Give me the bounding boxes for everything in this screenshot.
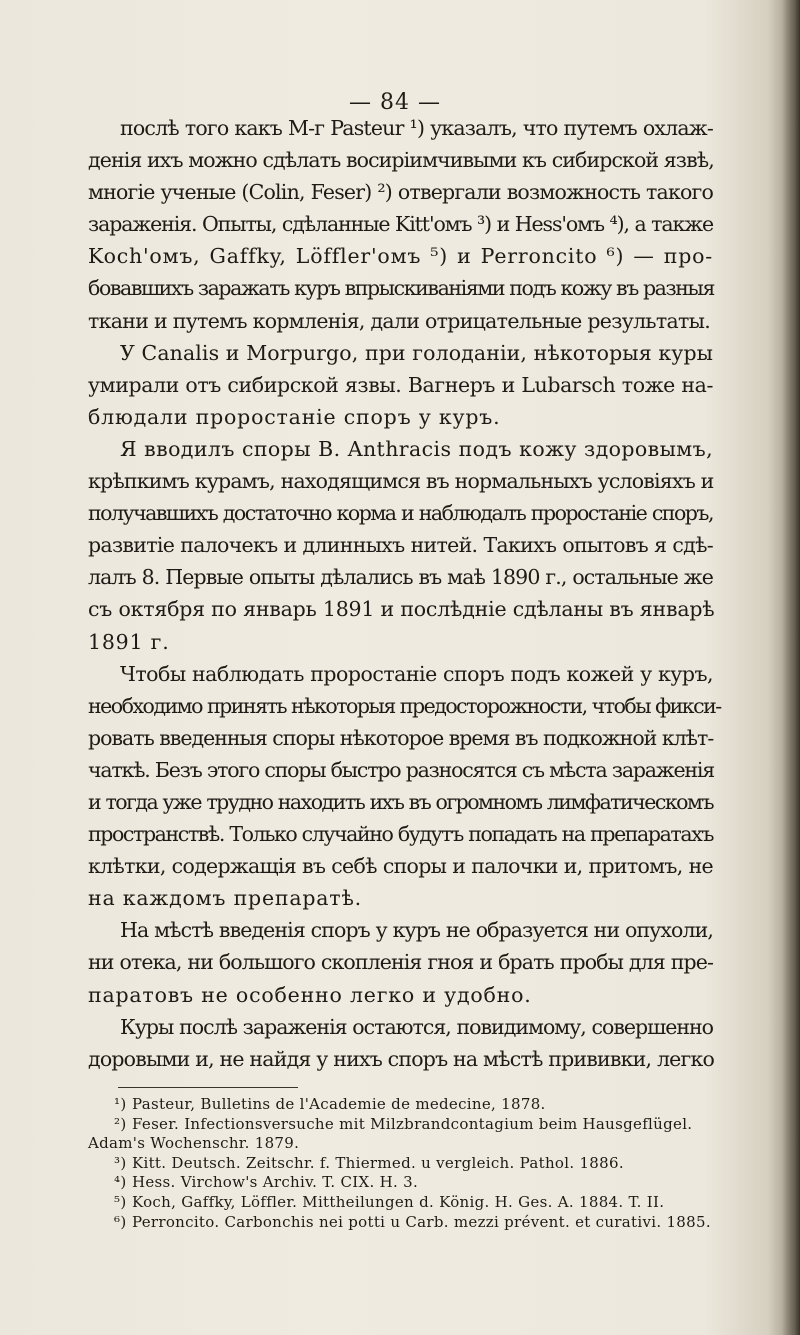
text-line: послѣ того какъ М-г Pasteur ¹) указалъ, что путемъ охлаж- (120, 116, 713, 140)
footnote-text: Perroncito. Carbonchis nei potti u Carb. mezzi prévent. et curativi. 1885. (132, 1212, 711, 1231)
text-line: У Canalis и Morpurgo, при голоданіи, нѣкоторыя куры (120, 340, 714, 365)
text-line: клѣтки, содержащія въ себѣ споры и палочки и, притомъ, не (88, 854, 713, 879)
page-number: — 84 — (349, 90, 441, 115)
footnote-text: Feser. Infectionsversuche mit Milzbrandcontagium beim Hausgeflügel. Adam's Wochenschr. 1879. (88, 1114, 693, 1153)
text-line: Koch'омъ, Gaffky, Löffler'омъ ⁵) и Perroncito ⁶) — про- (88, 244, 713, 269)
footnote-mark: ⁶) (114, 1212, 127, 1231)
text-line: 1891 г. (88, 629, 170, 654)
page-edge-shadow (782, 0, 800, 1335)
footnote (88, 1154, 713, 1174)
text-line: паратовъ не особенно легко и удобно. (88, 982, 532, 1007)
text-line: денія ихъ можно сдѣлать восиріимчивыми къ сибирской язвѣ, (88, 148, 714, 173)
text-line: развитіе палочекъ и длинныхъ нитей. Такихъ опытовъ я сдѣ- (88, 533, 713, 558)
footnote-mark: ¹) (114, 1095, 127, 1113)
text-line: необходимо принять нѣкоторыя предосторожности, чтобы фикси- (88, 693, 721, 718)
text-line: чаткѣ. Безъ этого споры быстро разносятся съ мѣста зараженія (88, 757, 714, 782)
footnote-text: Koch, Gaffky, Löffler. Mittheilungen d. König. H. Ges. A. 1884. T. II. (132, 1192, 665, 1211)
footnotes (88, 1095, 713, 1232)
text-line: На мѣстѣ введенія споръ у куръ не образуется ни опухоли, (120, 918, 713, 943)
text-line: Чтобы наблюдать проростаніе споръ подъ кожей у куръ, (120, 661, 713, 686)
footnote-text: Kitt. Deutsch. Zeitschr. f. Thiermed. u vergleich. Pathol. 1886. (132, 1153, 624, 1172)
footnote-mark: ⁴) (114, 1173, 127, 1192)
text-line: многіе ученые (Colin, Feser) ²) отвергали возможность такого (88, 180, 713, 205)
footnote-mark: ³) (114, 1153, 127, 1172)
footnote-mark: ⁵) (114, 1192, 127, 1211)
text-line: крѣпкимъ курамъ, находящимся въ нормальныхъ условіяхъ и (88, 469, 714, 494)
text-line: ткани и путемъ кормленія, дали отрицательные результаты. (88, 308, 711, 333)
text-line: лалъ 8. Первые опыты дѣлались въ маѣ 1890 г., остальные же (88, 565, 713, 590)
body-text (88, 112, 721, 1075)
text-line: ровать введенныя споры нѣкоторое время въ подкожной клѣт- (88, 725, 714, 750)
footnote-mark: ²) (114, 1114, 127, 1133)
text-line: зараженія. Опыты, сдѣланные Kitt'омъ ³) и Hess'омъ ⁴), а также (88, 212, 713, 237)
text-line: бовавшихъ заражать куръ впрыскиваніями подъ кожу въ разныя (88, 276, 714, 301)
text-line: Куры послѣ зараженія остаются, повидимому, совершенно (120, 1014, 713, 1039)
text-line: Я вводилъ споры B. Anthracis подъ кожу здоровымъ, (120, 436, 713, 461)
text-line: на каждомъ препаратѣ. (88, 886, 362, 911)
footnote-separator (118, 1087, 298, 1088)
footnote-text: Hess. Virchow's Archiv. T. CIX. H. 3. (132, 1173, 419, 1192)
text-line: и тогда уже трудно находить ихъ въ огромномъ лимфатическомъ (88, 789, 713, 814)
footnote (88, 1173, 713, 1193)
text-line: пространствѣ. Только случайно будутъ попадать на препаратахъ (88, 822, 713, 847)
text-line: доровыми и, не найдя у нихъ споръ на мѣстѣ прививки, легко (88, 1046, 714, 1071)
footnote (88, 1095, 713, 1115)
footnote (88, 1213, 713, 1233)
text-line: умирали отъ сибирской язвы. Вагнеръ и Lubarsch тоже на- (88, 372, 713, 397)
text-line: получавшихъ достаточно корма и наблюдалъ проростаніе споръ, (88, 501, 713, 526)
footnote-text: Pasteur, Bulletins de l'Academie de medecine, 1878. (132, 1095, 546, 1113)
text-line: съ октября по январь 1891 и послѣдніе сдѣланы въ январѣ (88, 597, 715, 622)
footnote (88, 1115, 713, 1154)
text-line: блюдали проростаніе споръ у куръ. (88, 404, 501, 429)
text-line: ни отека, ни большого скопленія гноя и брать пробы для пре- (88, 950, 713, 975)
footnote (88, 1193, 713, 1213)
